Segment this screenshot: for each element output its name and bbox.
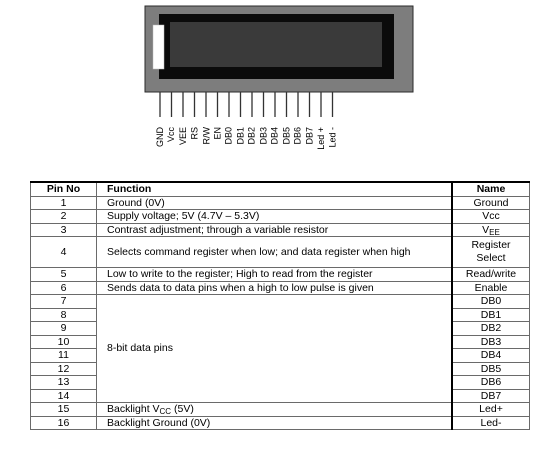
pin-name: DB5	[452, 362, 530, 376]
pin-number: 16	[31, 416, 97, 430]
pin-function: Backlight Ground (0V)	[97, 416, 453, 430]
lcd-module-diagram	[0, 0, 547, 130]
pin-number: 13	[31, 376, 97, 390]
table-row	[31, 196, 530, 210]
table-row	[31, 281, 530, 295]
pin-name	[452, 223, 530, 237]
pin-number: 4	[31, 237, 97, 268]
data-pins-function: 8-bit data pins	[97, 295, 453, 403]
pin-number: 10	[31, 335, 97, 349]
pin-number: 12	[31, 362, 97, 376]
pin-label-text: DB3	[258, 127, 269, 145]
pin-label-text: DB4	[270, 127, 280, 145]
pin-name: Register Select	[452, 237, 530, 268]
pin-label-text: DB1	[235, 127, 246, 145]
pin-name: DB7	[452, 389, 530, 403]
pin-name: Vcc	[452, 210, 530, 224]
pin-name: Led-	[452, 416, 530, 430]
pin-name: DB3	[452, 335, 530, 349]
pin-number: 14	[31, 389, 97, 403]
pin-leads	[160, 92, 333, 117]
pin-label	[326, 120, 340, 150]
pin-name: DB6	[452, 376, 530, 390]
lcd-white-strip	[153, 25, 164, 69]
pin-label-text: R/W	[201, 127, 211, 145]
header-name: Name	[452, 182, 530, 196]
header-pin-no: Pin No	[31, 182, 97, 196]
pin-name: DB0	[452, 295, 530, 309]
pin-name: Enable	[452, 281, 530, 295]
pin-function-main: Backlight V	[107, 403, 160, 415]
pin-name: Led+	[452, 403, 530, 417]
pin-label-text: RS	[189, 127, 200, 140]
pin-label-text: DB5	[281, 127, 292, 145]
pin-number: 2	[31, 210, 97, 224]
pin-function: Low to write to the register; High to read from the register	[97, 268, 453, 282]
pin-name-subscript: EE	[489, 227, 500, 237]
pin-label-text: Vcc	[166, 127, 177, 143]
pin-label-text: Led -	[327, 127, 338, 148]
pin-number: 15	[31, 403, 97, 417]
pin-label-text: DB2	[247, 127, 257, 145]
pin-function-tail: (5V)	[171, 403, 194, 415]
pin-function: Selects command register when low; and data register when high	[97, 237, 453, 268]
table-row	[31, 416, 530, 430]
pin-number: 1	[31, 196, 97, 210]
pin-number: 9	[31, 322, 97, 336]
pin-function-table	[30, 181, 530, 430]
pin-name: DB2	[452, 322, 530, 336]
pin-number: 3	[31, 223, 97, 237]
pin-name: DB1	[452, 308, 530, 322]
table-row	[31, 223, 530, 237]
pin-number: 11	[31, 349, 97, 363]
table-row	[31, 210, 530, 224]
pin-name-main: V	[482, 223, 490, 236]
pin-label-text: EN	[212, 127, 223, 140]
lcd-screen	[170, 22, 382, 67]
pin-label-text: DB0	[224, 127, 234, 145]
pin-function: Sends data to data pins when a high to low pulse is given	[97, 281, 453, 295]
pin-label-text: Led +	[316, 127, 326, 150]
table-header-row	[31, 182, 530, 196]
header-function: Function	[97, 182, 453, 196]
pin-name: Ground	[452, 196, 530, 210]
pin-function: Contrast adjustment; through a variable resistor	[97, 223, 453, 237]
pin-number: 5	[31, 268, 97, 282]
pin-label-text: GND	[155, 127, 165, 147]
pin-name: DB4	[452, 349, 530, 363]
pin-number: 7	[31, 295, 97, 309]
pin-function: Ground (0V)	[97, 196, 453, 210]
pin-number: 6	[31, 281, 97, 295]
pin-label-text: VEE	[178, 127, 188, 146]
pin-function-subscript: CC	[159, 407, 172, 416]
table-row	[31, 237, 530, 268]
table-row	[31, 268, 530, 282]
table-row	[31, 403, 530, 417]
table-row	[31, 295, 530, 309]
pin-label-text: DB7	[304, 127, 315, 145]
pin-function	[97, 403, 453, 417]
pin-label-text: DB6	[293, 127, 303, 145]
pin-function: Supply voltage; 5V (4.7V – 5.3V)	[97, 210, 453, 224]
pin-name: Read/write	[452, 268, 530, 282]
pin-number: 8	[31, 308, 97, 322]
